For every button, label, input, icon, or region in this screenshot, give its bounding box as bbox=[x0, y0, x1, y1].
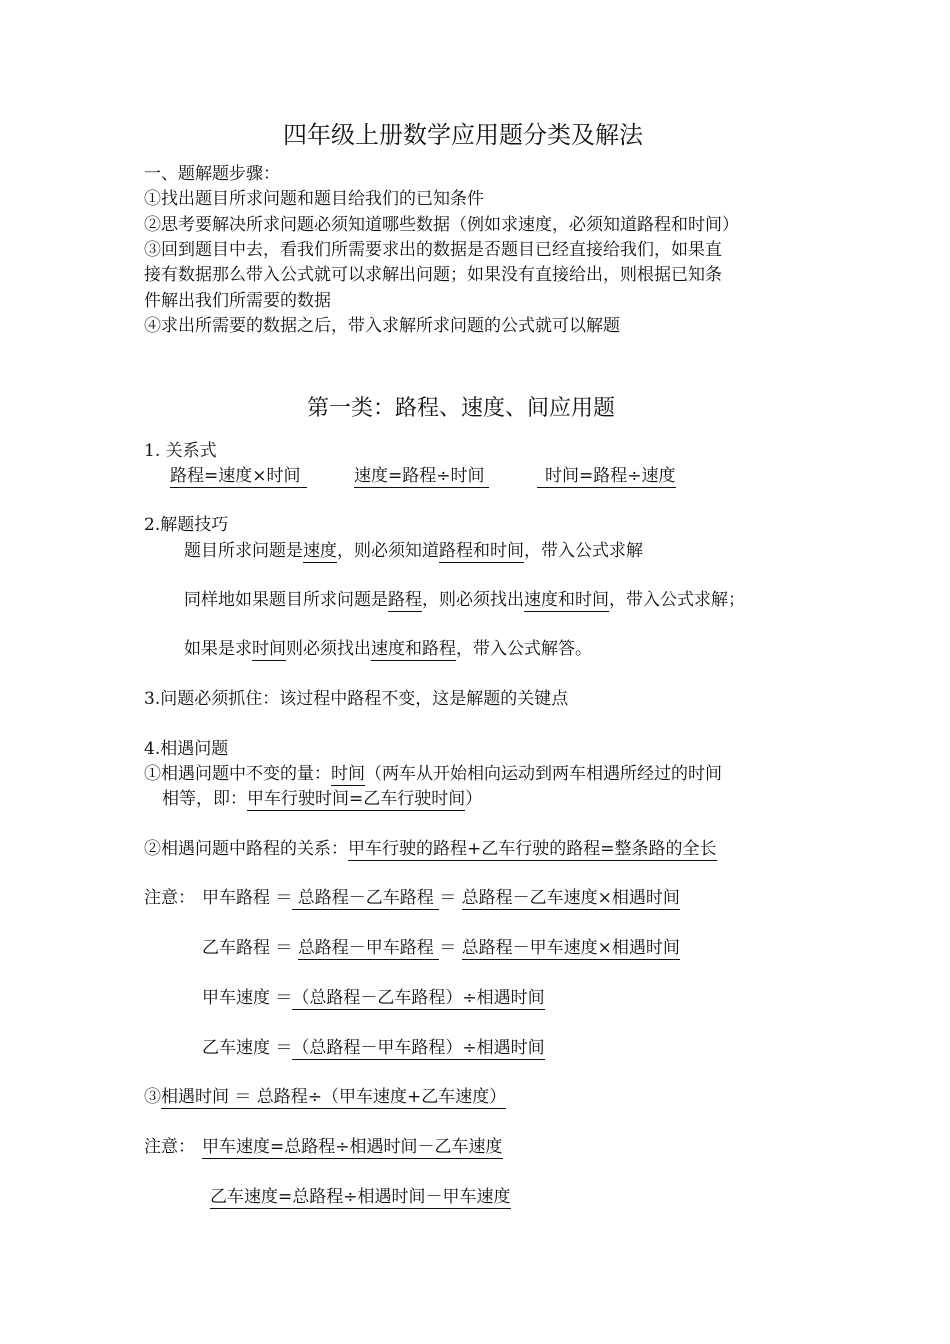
intro-step: 件解出我们所需要的数据 bbox=[144, 291, 331, 311]
formula-speed: 速度=路程÷时间 bbox=[354, 466, 489, 488]
tips-line: 如果是求时间则必须找出速度和路程，带入公式解答。 bbox=[184, 639, 592, 659]
tips-line: 题目所求问题是速度，则必须知道路程和时间，带入公式求解 bbox=[184, 541, 643, 561]
meeting-point-2: ②相遇问题中路程的关系：甲车行驶的路程+乙车行驶的路程=整条路的全长 bbox=[144, 839, 717, 859]
intro-step: 接有数据那么带入公式就可以求解出问题；如果没有直接给出，则根据已知条 bbox=[144, 265, 722, 285]
meeting-point-1-cont: 相等，即：甲车行驶时间=乙车行驶时间） bbox=[162, 789, 483, 809]
intro-step: ③回到题目中去，看我们所需要求出的数据是否题目已经直接给我们，如果直 bbox=[144, 240, 722, 260]
formula-time: 时间=路程÷速度 bbox=[537, 466, 676, 488]
meeting-point-1: ①相遇问题中不变的量：时间（两车从开始相向运动到两车相遇所经过的时间 bbox=[144, 764, 722, 784]
note-line: 甲车路程 ＝ 总路程－乙车路程 ＝ 总路程－乙车速度×相遇时间 bbox=[202, 888, 680, 908]
relation-heading: 1. 关系式 bbox=[144, 441, 217, 461]
key-point: 3.问题必须抓住：该过程中路程不变，这是解题的关键点 bbox=[144, 689, 569, 709]
intro-step: ②思考要解决所求问题必须知道哪些数据（例如求速度，必须知道路程和时间） bbox=[144, 215, 739, 235]
note-line: 乙车速度=总路程÷相遇时间－甲车速度 bbox=[210, 1187, 511, 1207]
note-line: 甲车速度=总路程÷相遇时间－乙车速度 bbox=[202, 1137, 503, 1157]
note-label: 注意： bbox=[144, 1137, 195, 1157]
page-title: 四年级上册数学应用题分类及解法 bbox=[283, 121, 643, 149]
note-line: 乙车速度 ＝（总路程－甲车路程）÷相遇时间 bbox=[202, 1038, 545, 1058]
note-line: 甲车速度 ＝（总路程－乙车路程）÷相遇时间 bbox=[202, 988, 545, 1008]
meeting-point-3: ③相遇时间 ＝ 总路程÷（甲车速度+乙车速度） bbox=[144, 1087, 507, 1107]
intro-step: ①找出题目所求问题和题目给我们的已知条件 bbox=[144, 189, 484, 209]
intro-step: ④求出所需要的数据之后，带入求解所求问题的公式就可以解题 bbox=[144, 316, 620, 336]
tips-line: 同样地如果题目所求问题是路程，则必须找出速度和时间，带入公式求解； bbox=[184, 590, 745, 610]
note-label: 注意： bbox=[144, 888, 195, 908]
note-line: 乙车路程 ＝ 总路程－甲车路程 ＝ 总路程－甲车速度×相遇时间 bbox=[202, 938, 680, 958]
section-title: 第一类：路程、速度、间应用题 bbox=[307, 396, 616, 421]
tips-heading: 2.解题技巧 bbox=[144, 515, 229, 535]
intro-heading: 一、题解题步骤： bbox=[144, 164, 280, 184]
meeting-heading: 4.相遇问题 bbox=[144, 739, 229, 759]
formula-distance: 路程=速度×时间 bbox=[170, 466, 307, 488]
